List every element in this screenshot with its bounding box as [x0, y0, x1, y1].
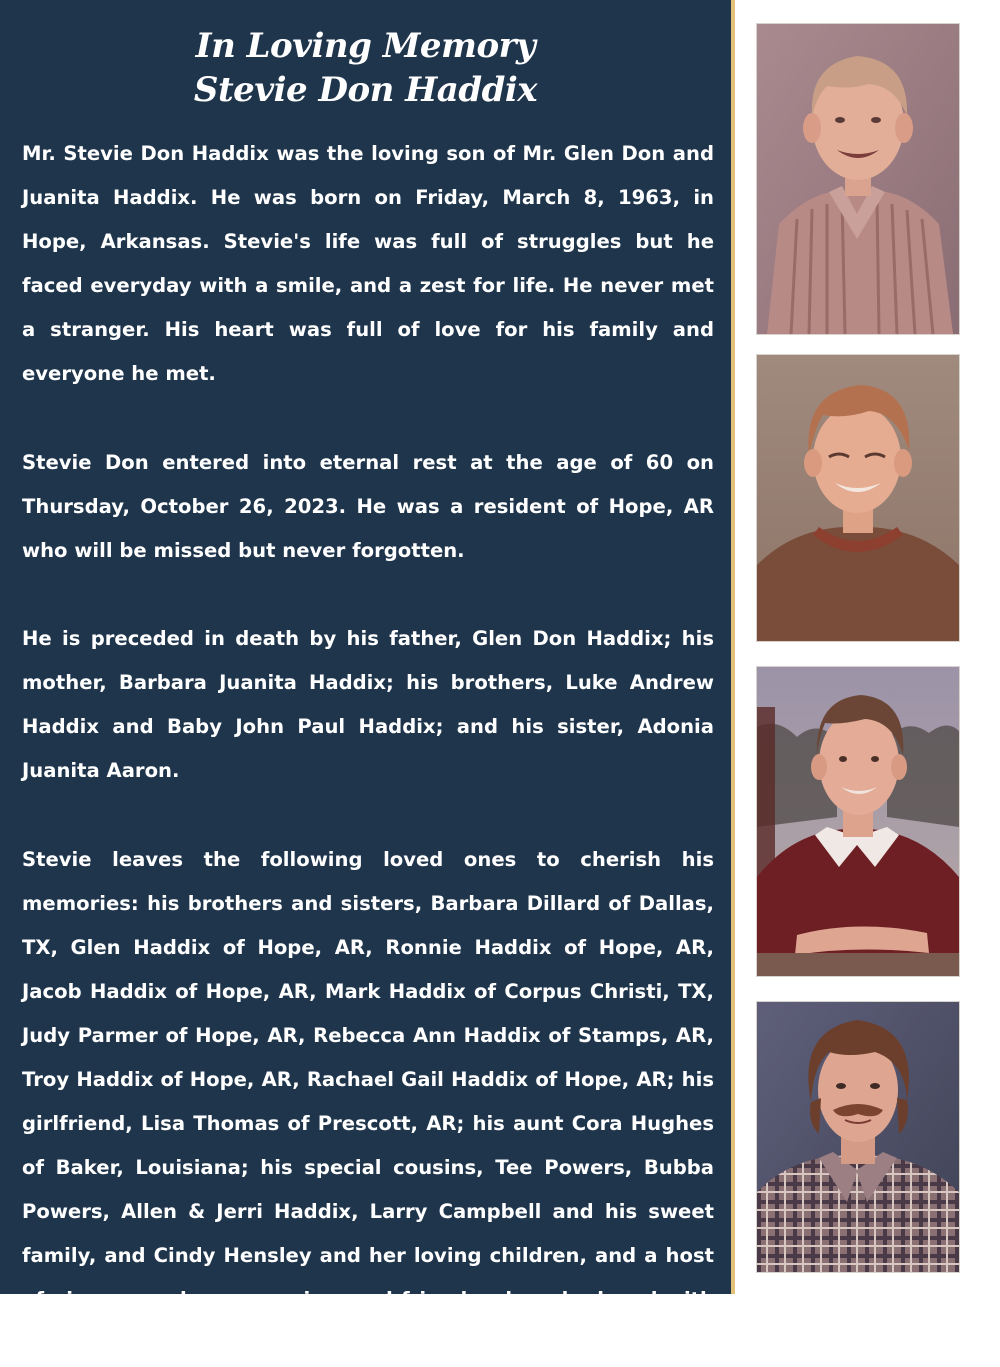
- title-decedent-name: Stevie Don Haddix: [193, 70, 538, 110]
- memorial-title: [0, 24, 731, 112]
- photo-teen-maroon-sweater: [756, 666, 960, 977]
- obituary-paragraph-birth: Mr. Stevie Don Haddix was the loving son of Mr. Glen Don and Juanita Haddix. He was born on Friday, March 8, 1963, in Hope, Arkansas. Stevie's life was full of struggles but he faced everyday with a smile, and a zest for life. He never met a stranger. His heart was full of love for his family and everyone he met.: [22, 142, 714, 386]
- gold-divider: [731, 0, 735, 1294]
- obituary-paragraph-passing: Stevie Don entered into eternal rest at the age of 60 on Thursday, October 26, 2023. He was a resident of Hope, AR who will be missed but never forgotten.: [22, 450, 714, 562]
- obituary-paragraph-survivors: Stevie leaves the following loved ones to cherish his memories: his brothers and sisters, Barbara Dillard of Dallas, TX, Glen Haddix of Hope, AR, Ronnie Haddix of Hope, AR, Jacob Haddix of Hope, AR, Mark Haddix of Corpus Christi, TX, Judy Parmer of Hope, AR, Rebecca Ann Haddix of Stamps, AR, Troy Haddix of Hope, AR, Rachael Gail Haddix of Hope, AR; his girlfriend, Lisa Thomas of Prescott, AR; his aunt Cora Hughes of Baker, Louisiana; his special cousins, Tee Powers, Bubba Powers, Allen & Jerri Haddix, Larry Campbell and his sweet family, and Cindy Hensley and her loving children, and a host of nieces, nephews, cousins, and friends whom he loved with all his heart.: [22, 847, 714, 1356]
- obituary-paragraph-preceded: He is preceded in death by his father, Glen Don Haddix; his mother, Barbara Juanita Haddix; his brothers, Luke Andrew Haddix and Baby John Paul Haddix; and his sister, Adonia Juanita Aaron.: [22, 627, 714, 783]
- photo-school-brown-sweater: [756, 354, 960, 642]
- obituary-text: [22, 132, 714, 1367]
- photo-childhood-striped-shirt: [756, 23, 960, 335]
- photo-adult-plaid-shirt: [756, 1001, 960, 1273]
- title-in-loving-memory: In Loving Memory: [195, 26, 536, 66]
